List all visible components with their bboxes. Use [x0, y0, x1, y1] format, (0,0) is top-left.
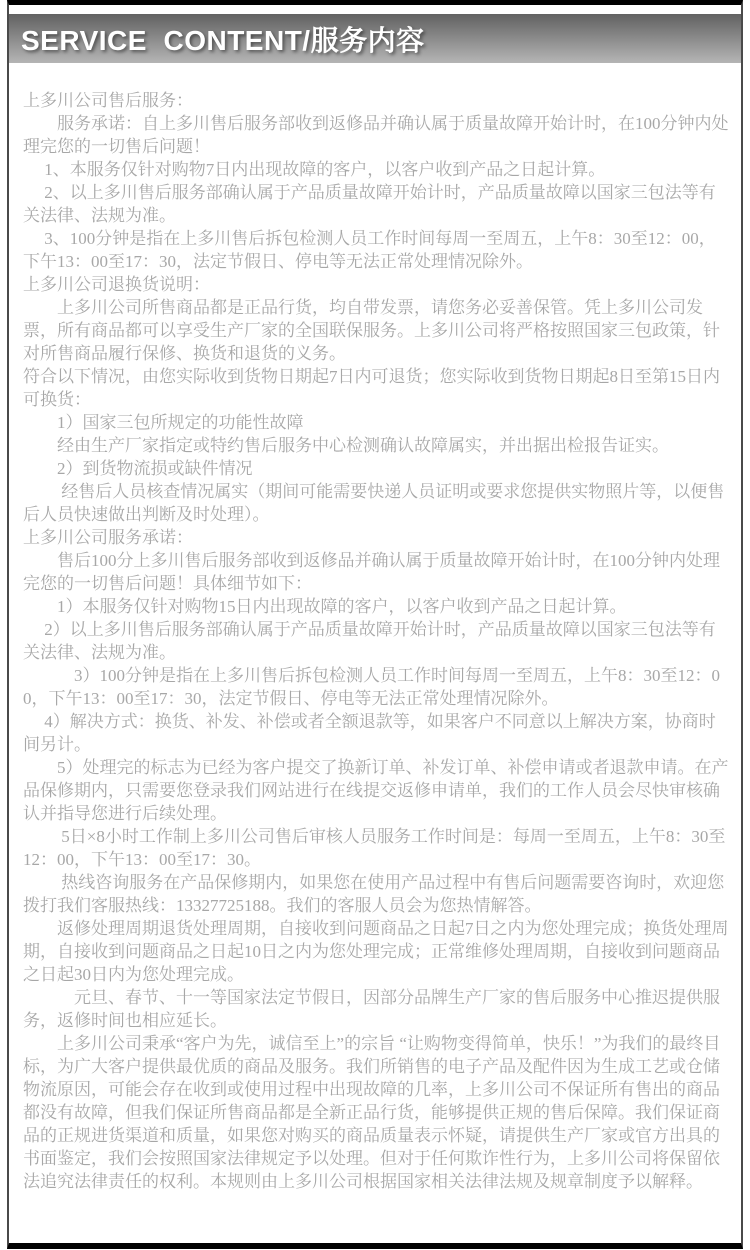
service-paragraph: 2）到货物流损或缺件情况 — [23, 459, 253, 478]
service-paragraph: 1、本服务仅针对购物7日内出现故障的客户，以客户收到产品之日起计算。 — [23, 160, 606, 179]
service-paragraph: 上多川公司退换货说明： — [23, 275, 210, 294]
service-paragraph: 售后100分上多川售后服务部收到返修品并确认属于质量故障开始计时，在100分钟内处理完您的一切售后问题！具体细节如下： — [23, 551, 720, 593]
service-paragraph: 上多川公司售后服务： — [23, 91, 193, 110]
service-paragraph: 返修处理周期退货处理周期，自接收到问题商品之日起7日之内为您处理完成；换货处理周期，自接收到问题商品之日起10日之内为您处理完成；正常维修处理周期，自接收到问题商品之日起30日内为您处理完成。 — [23, 919, 729, 984]
service-paragraph: 2）以上多川售后服务部确认属于产品质量故障开始计时，产品质量故障以国家三包法等有关法律、法规为准。 — [23, 620, 716, 662]
service-paragraph: 热线咨询服务在产品保修期内，如果您在使用产品过程中有售后问题需要咨询时，欢迎您拨打我们客服热线：13327725188。我们的客服人员会为您热情解答。 — [23, 873, 725, 915]
service-paragraph: 1）本服务仅针对购物15日内出现故障的客户，以客户收到产品之日起计算。 — [23, 597, 627, 616]
service-paragraph: 3）100分钟是指在上多川售后拆包检测人员工作时间每周一至周五，上午8：30至12：00，下午13：00至17：30，法定节假日、停电等无法正常处理情况除外。 — [23, 666, 720, 708]
service-paragraph: 5日×8小时工作制上多川公司售后审核人员服务工作时间是：每周一至周五，上午8：30至12：00，下午13：00至17：30。 — [23, 827, 726, 869]
service-content-text — [9, 63, 741, 1193]
service-paragraph: 符合以下情况，由您实际收到货物日期起7日内可退货；您实际收到货物日期起8日至第15日内可换货： — [23, 367, 720, 409]
service-paragraph: 服务承诺：自上多川售后服务部收到返修品并确认属于质量故障开始计时，在100分钟内处理完您的一切售后问题！ — [23, 114, 729, 156]
service-paragraph: 经由生产厂家指定或特约售后服务中心检测确认故障属实，并出据出检报告证实。 — [23, 436, 669, 455]
service-paragraph: 元旦、春节、十一等国家法定节假日，因部分品牌生产厂家的售后服务中心推迟提供服务，返修时间也相应延长。 — [23, 988, 720, 1030]
service-paragraph: 上多川公司服务承诺： — [23, 528, 193, 547]
service-paragraph: 5）处理完的标志为已经为客户提交了换新订单、补发订单、补偿申请或者退款申请。在产品保修期内，只需要您登录我们网站进行在线提交返修申请单，我们的工作人员会尽快审核确认并指导您进行后续处理。 — [23, 758, 729, 823]
service-paragraph: 上多川公司秉承“客户为先，诚信至上”的宗旨 “让购物变得简单，快乐！”为我们的最终目标，为广大客户提供最优质的商品及服务。我们所销售的电子产品及配件因为生成工艺或仓储物流原因，可能会存在收到或使用过程中出现故障的几率，上多川公司不保证所有售出的商品都没有故障，但我们保证所售商品都是全新正品行货，能够提供正规的售后保障。我们保证商品的正规进货渠道和质量，如果您对购买的商品质量表示怀疑，请提供生产厂家或官方出具的书面鉴定，我们会按照国家法律规定予以处理。但对于任何欺诈性行为，上多川公司将保留依法追究法律责任的权利。本规则由上多川公司根据国家相关法律法规及规章制度予以解释。 — [23, 1034, 721, 1191]
service-paragraph: 1）国家三包所规定的功能性故障 — [23, 413, 304, 432]
service-paragraph: 4）解决方式：换货、补发、补偿或者全额退款等，如果客户不同意以上解决方案，协商时间另计。 — [23, 712, 716, 754]
service-content-header — [9, 14, 741, 63]
service-paragraph: 2、以上多川售后服务部确认属于产品质量故障开始计时，产品质量故障以国家三包法等有关法律、法规为准。 — [23, 183, 716, 225]
section-title: SERVICE CONTENT/服务内容 — [21, 24, 425, 56]
service-paragraph: 上多川公司所售商品都是正品行货，均自带发票，请您务必妥善保管。凭上多川公司发票，所有商品都可以享受生产厂家的全国联保服务。上多川公司将严格按照国家三包政策，针对所售商品履行保修、换货和退货的义务。 — [23, 298, 720, 363]
page-frame — [7, 0, 743, 1249]
service-paragraph: 经售后人员核查情况属实（期间可能需要快递人员证明或要求您提供实物照片等，以便售后人员快速做出判断及时处理）。 — [23, 482, 725, 524]
service-paragraph: 3、100分钟是指在上多川售后拆包检测人员工作时间每周一至周五，上午8：30至12：00，下午13：00至17：30，法定节假日、停电等无法正常处理情况除外。 — [23, 229, 716, 271]
